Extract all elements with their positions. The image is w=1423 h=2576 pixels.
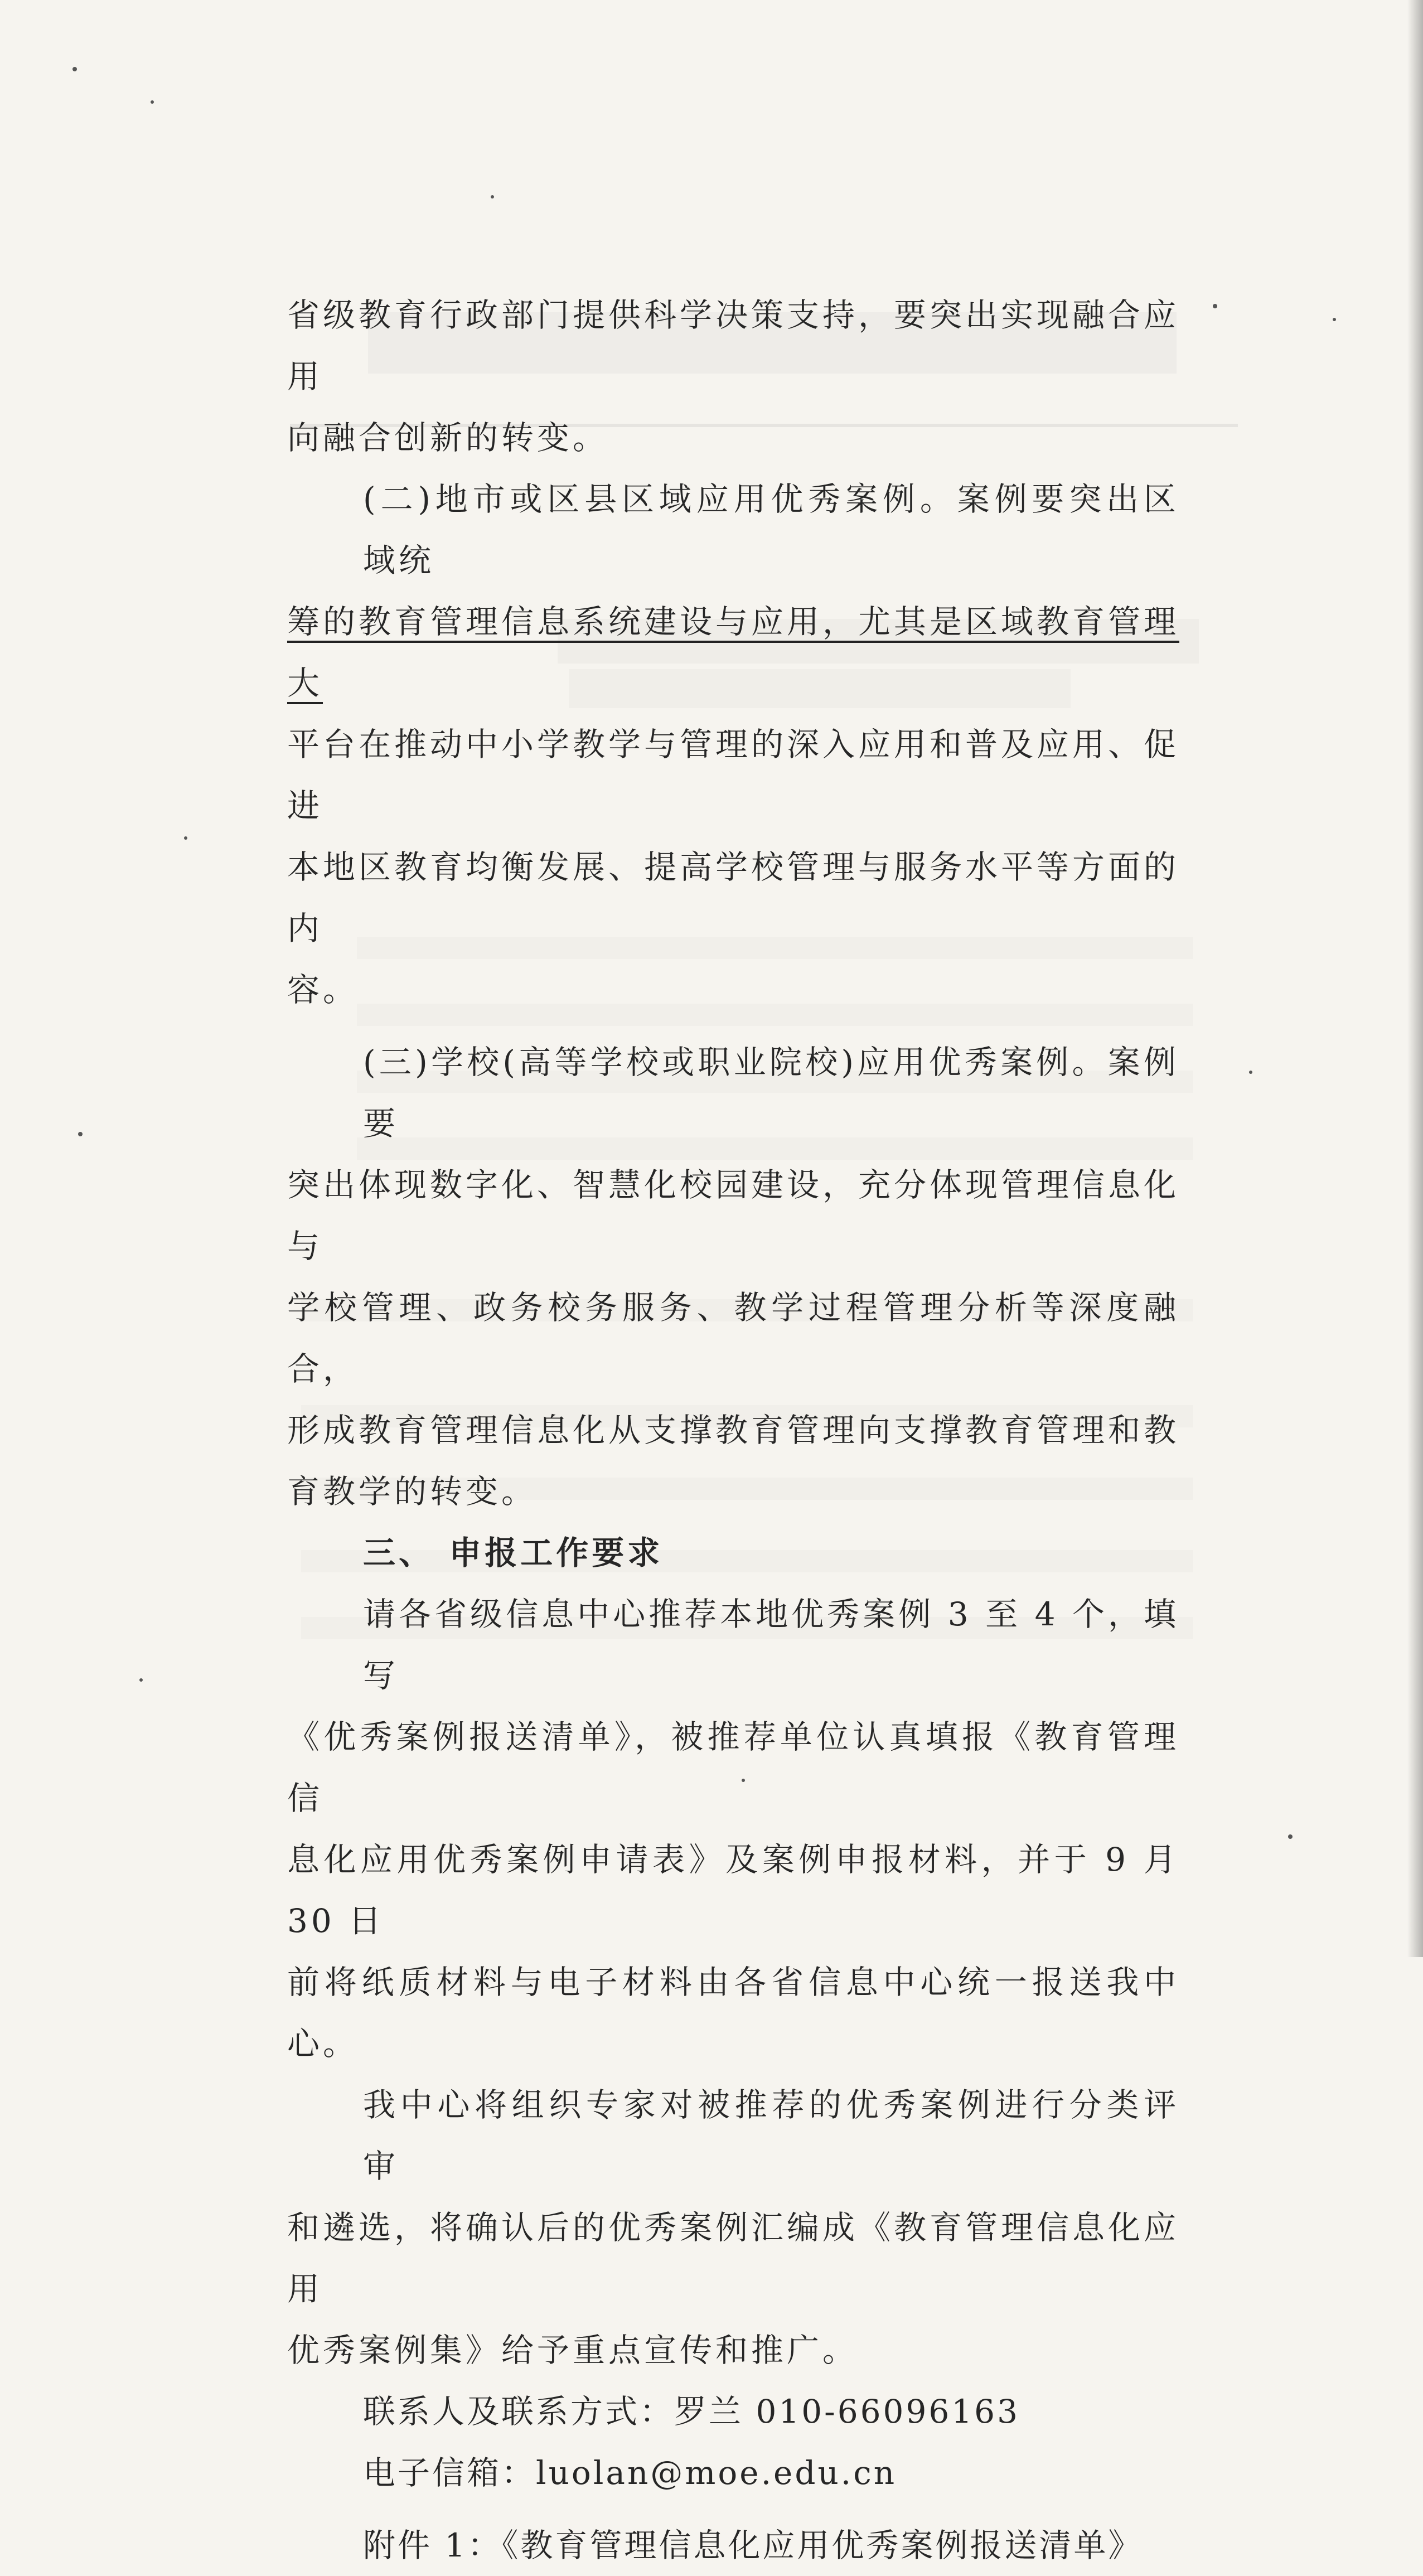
scan-speck [491, 195, 494, 198]
document-body [287, 284, 1179, 2576]
text-line: 和遴选，将确认后的优秀案例汇编成《教育管理信息化应用 [287, 2209, 1180, 2308]
text-line-underlined: 筹的教育管理信息系统建设与应用，尤其是区域教育管理大 [287, 603, 1180, 702]
text-line: 形成教育管理信息化从支撑教育管理向支撑教育管理和教 [287, 1411, 1180, 1449]
contact-email-value: luolan@moe.edu.cn [536, 2454, 897, 2492]
scan-speck [1333, 318, 1336, 321]
text-line: 息化应用优秀案例申请表》及案例申报材料，并于 9 月 30 日 [287, 1841, 1179, 1940]
text-line: 请各省级信息中心推荐本地优秀案例 3 至 4 个，填写 [363, 1595, 1179, 1694]
scan-edge-shadow [1407, 0, 1423, 1957]
text-line: 前将纸质材料与电子材料由各省信息中心统一报送我中心。 [287, 1963, 1179, 2062]
paragraph-review [287, 2074, 1179, 2381]
text-line: 学校管理、政务校务服务、教学过程管理分析等深度融合， [287, 1289, 1179, 1388]
contact-person-label: 联系人及联系方式： [363, 2393, 675, 2430]
text-line: 向融合创新的转变。 [287, 419, 609, 457]
contact-email [287, 2442, 1179, 2504]
scan-speck [139, 1678, 143, 1682]
scan-speck [78, 1132, 83, 1136]
text-line: 平台在推动中小学教学与管理的深入应用和普及应用、促进 [287, 725, 1180, 825]
scan-speck [184, 836, 187, 840]
paragraph-school-cases [287, 1032, 1179, 1522]
text-line: (三)学校(高等学校或职业院校)应用优秀案例。案例要 [363, 1043, 1179, 1142]
paragraph-regional-cases [287, 468, 1179, 1020]
contact-email-label: 电子信箱： [363, 2454, 536, 2492]
text-line: 突出体现数字化、智慧化校园建设，充分体现管理信息化与 [287, 1166, 1180, 1265]
text-line: (二)地市或区县区域应用优秀案例。案例要突出区域统 [363, 480, 1179, 579]
scan-speck [151, 100, 154, 104]
scan-speck [1249, 1071, 1252, 1074]
paragraph-submission [287, 1584, 1179, 2074]
text-line: 省级教育行政部门提供科学决策支持，要突出实现融合应用 [287, 296, 1180, 395]
text-line: 容。 [287, 971, 359, 1009]
scan-speck [72, 67, 77, 71]
text-line: 优秀案例集》给予重点宣传和推广。 [287, 2331, 859, 2369]
text-line: 本地区教育均衡发展、提高学校管理与服务水平等方面的内 [287, 848, 1180, 947]
scan-speck [1288, 1834, 1293, 1839]
scan-speck [1213, 304, 1217, 308]
text-line: 《优秀案例报送清单》，被推荐单位认真填报《教育管理信 [287, 1718, 1179, 1817]
attachment-line: 附件 1：《教育管理信息化应用优秀案例报送清单》 [363, 2526, 1143, 2564]
text-line: 育教学的转变。 [287, 1473, 538, 1510]
paragraph-continuation [287, 284, 1179, 468]
section-heading: 三、 申报工作要求 [363, 1534, 664, 1572]
contact-person [287, 2381, 1179, 2442]
text-line: 我中心将组织专家对被推荐的优秀案例进行分类评审 [363, 2086, 1179, 2185]
contact-person-value: 罗兰 010-66096163 [674, 2393, 1020, 2430]
